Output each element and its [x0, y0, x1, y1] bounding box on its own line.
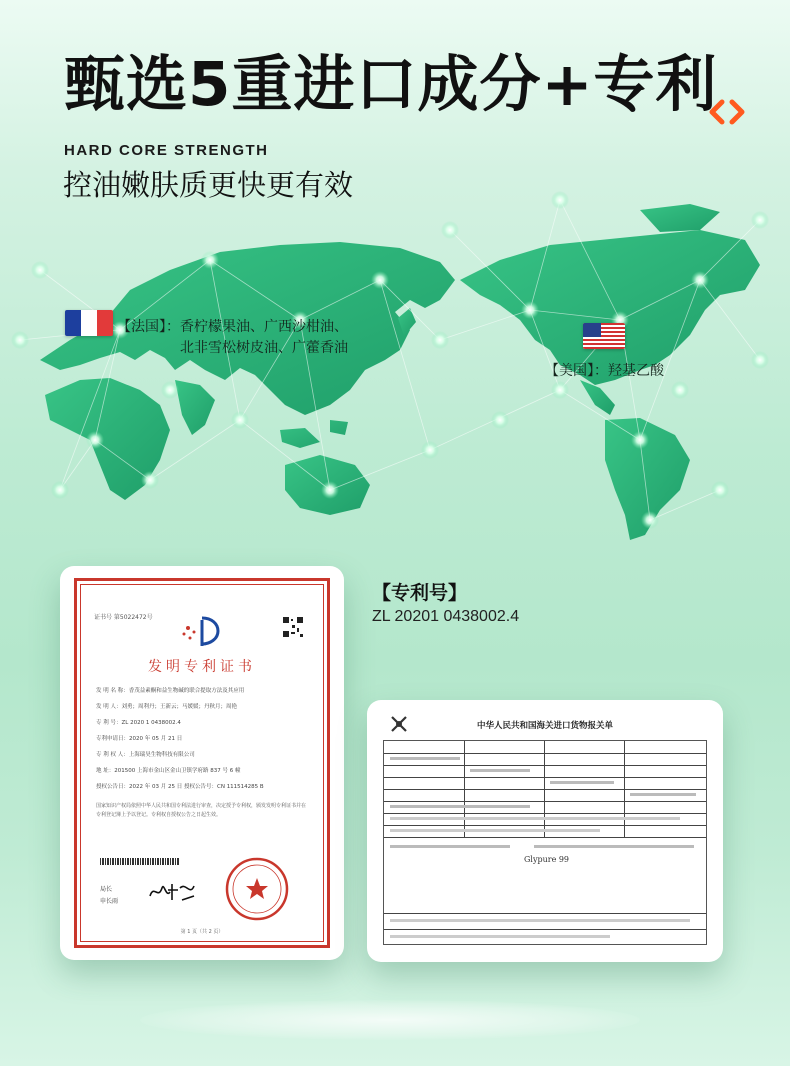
customs-declaration — [367, 700, 723, 962]
patent-certificate — [60, 566, 344, 960]
customs-table — [383, 740, 707, 945]
certificate-body-text: 国家知识产权局依照中华人民共和国专利法进行审查，决定授予专利权，颁发发明专利证书并在专利登记簿上予以登记。专利权自授权公告之日起生效。 — [96, 803, 307, 818]
certificate-row: 发 明 人：刘勇；周利丹；王新云；马媛媛；丹秋月；周艳 — [96, 704, 237, 710]
cnipa-logo-icon — [180, 616, 224, 648]
certificate-signer-title: 局长 — [100, 886, 113, 893]
india-landmass — [175, 380, 215, 435]
chevron-code-icon — [708, 92, 748, 132]
page-title: 甄选5重进口成分+专利 — [64, 49, 718, 120]
central-america-landmass — [580, 380, 615, 415]
france-flag-icon — [65, 310, 113, 336]
patent-heading: 【专利号】 — [372, 582, 468, 604]
customs-title: 中华人民共和国海关进口货物报关单 — [476, 721, 613, 731]
certificate-barcode — [100, 858, 180, 865]
certificate-rows — [96, 686, 308, 798]
certificate-signer-name: 申长雨 — [100, 898, 119, 905]
certificate-title: 发明专利证书 — [148, 659, 256, 675]
signature-icon — [146, 878, 198, 904]
customs-product-name: Glypure 99 — [524, 855, 570, 864]
certificate-row: 专 利 号：ZL 2020 1 0438002.4 — [96, 720, 181, 726]
qr-code-icon — [282, 616, 304, 638]
chinese-subtitle: 控油嫩肤质更快更有效 — [63, 168, 354, 202]
france-ingredients-line2: 北非雪松树皮油、广藿香油 — [180, 340, 348, 356]
certificate-page-footer: 第 1 页（共 2 页） — [180, 929, 224, 935]
islands-landmass — [280, 420, 348, 448]
certificate-row: 专 利 权 人：上海瑞昊生物科技有限公司 — [96, 752, 195, 758]
world-map — [0, 190, 790, 570]
france-ingredients-line1: 【法国】：香柠檬果油、广西沙柑油、 — [117, 319, 348, 335]
certificate-row: 发 明 名 称：香茂益素酮和益生物碱的联合提取方法及其应用 — [96, 688, 245, 694]
patent-number: ZL 20201 0438002.4 — [372, 608, 520, 625]
certificate-row: 地 址：201500 上海市金山区金山卫镇学府路 837 号 6 幢 — [96, 768, 241, 774]
certificate-row: 专利申请日：2020 年 05 月 21 日 — [96, 736, 183, 742]
display-pedestal — [140, 1000, 640, 1040]
usa-flag-icon — [583, 323, 625, 349]
official-seal-icon — [224, 856, 290, 922]
english-subtitle: HARD CORE STRENGTH — [64, 142, 269, 159]
certificate-number: 证书号 第5022472号 — [94, 614, 153, 621]
certificate-row: 授权公告日：2022 年 03 月 25 日 授权公告号：CN 111514285 B — [96, 784, 264, 790]
usa-ingredients-label: 【美国】：羟基乙酸 — [545, 363, 664, 379]
greenland-landmass — [640, 204, 720, 232]
